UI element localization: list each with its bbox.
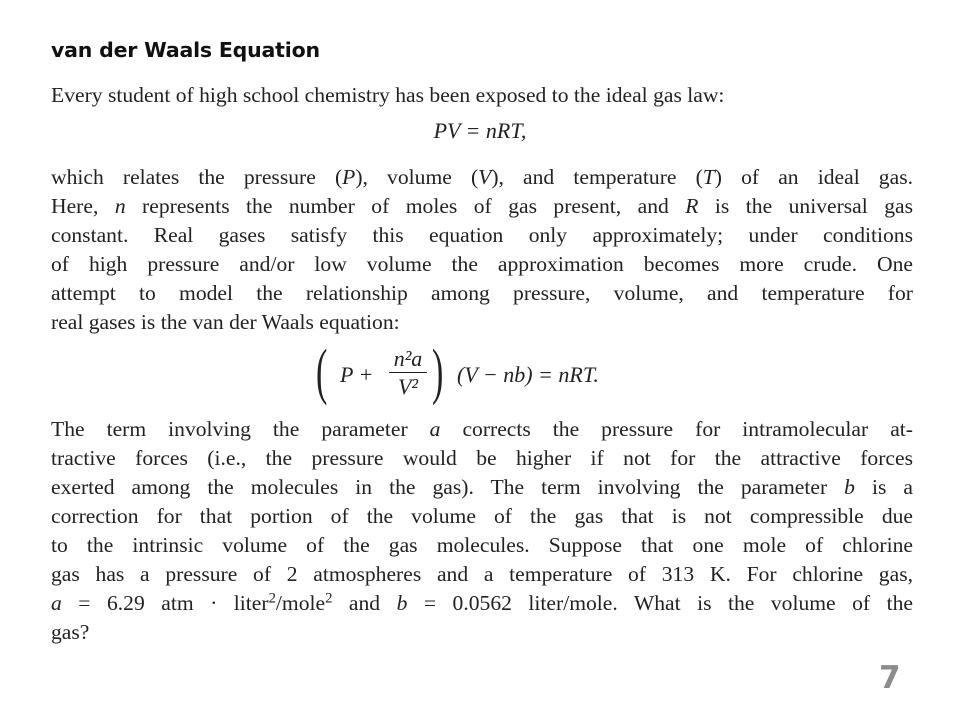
paragraph-line: to the intrinsic volume of the gas molecules. Suppose that one mole of chlorine (51, 533, 913, 557)
fraction-numerator: n²a (393, 346, 423, 371)
slide-title: van der Waals Equation (51, 38, 320, 62)
ideal-gas-equation (0, 118, 960, 144)
paragraph-line: gas has a pressure of 2 atmospheres and a temperature of 313 K. For chlorine gas, (51, 562, 913, 586)
paragraph-line (51, 192, 913, 221)
text-run: ), and temperature ( (491, 165, 703, 189)
paragraph-line: tractive forces (i.e., the pressure would be higher if not for the attractive forces (51, 446, 913, 470)
text-run: is a (854, 475, 913, 499)
equation-text: PV = nRT, (433, 118, 527, 143)
text-run: represents the number of moles of gas present, and (125, 194, 686, 218)
text-run: = 6.29 atm · liter (61, 591, 269, 615)
paragraph-line: correction for that portion of the volume of the gas that is not compressible due (51, 504, 913, 528)
fraction-denominator: V² (397, 374, 419, 399)
text-run: is the universal gas (698, 194, 913, 218)
paragraph-line: of high pressure and/or low volume the approximation becomes more crude. One (51, 252, 913, 276)
math-symbol: V (478, 165, 492, 189)
math-symbol: R (685, 194, 699, 218)
text-run: = 0.0562 liter/mole. What is the volume of the (407, 591, 913, 615)
van-der-waals-equation (316, 338, 646, 408)
intro-paragraph (51, 81, 913, 110)
paragraph-line: Every student of high school chemistry has been exposed to the ideal gas law: (51, 83, 725, 107)
text-run: corrects the pressure for intramolecular at- (440, 417, 913, 441)
equation-text: (V − nb) = nRT. (457, 362, 599, 387)
paragraph-line (51, 163, 913, 192)
text-run: The term involving the parameter (51, 417, 430, 441)
superscript: 2 (325, 590, 333, 607)
text-run: Here, (51, 194, 115, 218)
superscript: 2 (268, 590, 276, 607)
math-symbol: n (114, 194, 126, 218)
explanation-paragraph (51, 163, 913, 337)
paragraph-line: constant. Real gases satisfy this equation only approximately; under conditions (51, 223, 913, 247)
left-paren: ( (316, 338, 328, 406)
equation-pressure-term (340, 362, 373, 388)
text-run: ) of an ideal gas. (714, 165, 913, 189)
paragraph-line: real gases is the van der Waals equation: (51, 310, 400, 334)
paragraph-line (51, 589, 913, 618)
math-symbol: b (396, 591, 408, 615)
paragraph-line: gas? (51, 620, 90, 644)
question-paragraph (51, 415, 913, 647)
paragraph-line (51, 473, 913, 502)
right-paren: ) (432, 338, 444, 406)
page-number: 7 (879, 660, 901, 696)
equation-volume-term (457, 362, 599, 388)
text-run: which relates the pressure ( (51, 165, 343, 189)
paragraph-line (51, 415, 913, 444)
text-run: /mole (275, 591, 326, 615)
text-run: ), volume ( (355, 165, 479, 189)
math-symbol: a (429, 417, 441, 441)
equation-text: P + (340, 362, 374, 387)
math-symbol: a (51, 591, 62, 615)
equation-fraction (388, 346, 428, 401)
paragraph-line: attempt to model the relationship among pressure, volume, and temperature for (51, 281, 913, 305)
math-symbol: b (844, 475, 855, 499)
math-symbol: T (702, 165, 715, 189)
text-run: exerted among the molecules in the gas). The term involving the parameter (51, 475, 845, 499)
math-symbol: P (342, 165, 356, 189)
text-run: and (332, 591, 397, 615)
